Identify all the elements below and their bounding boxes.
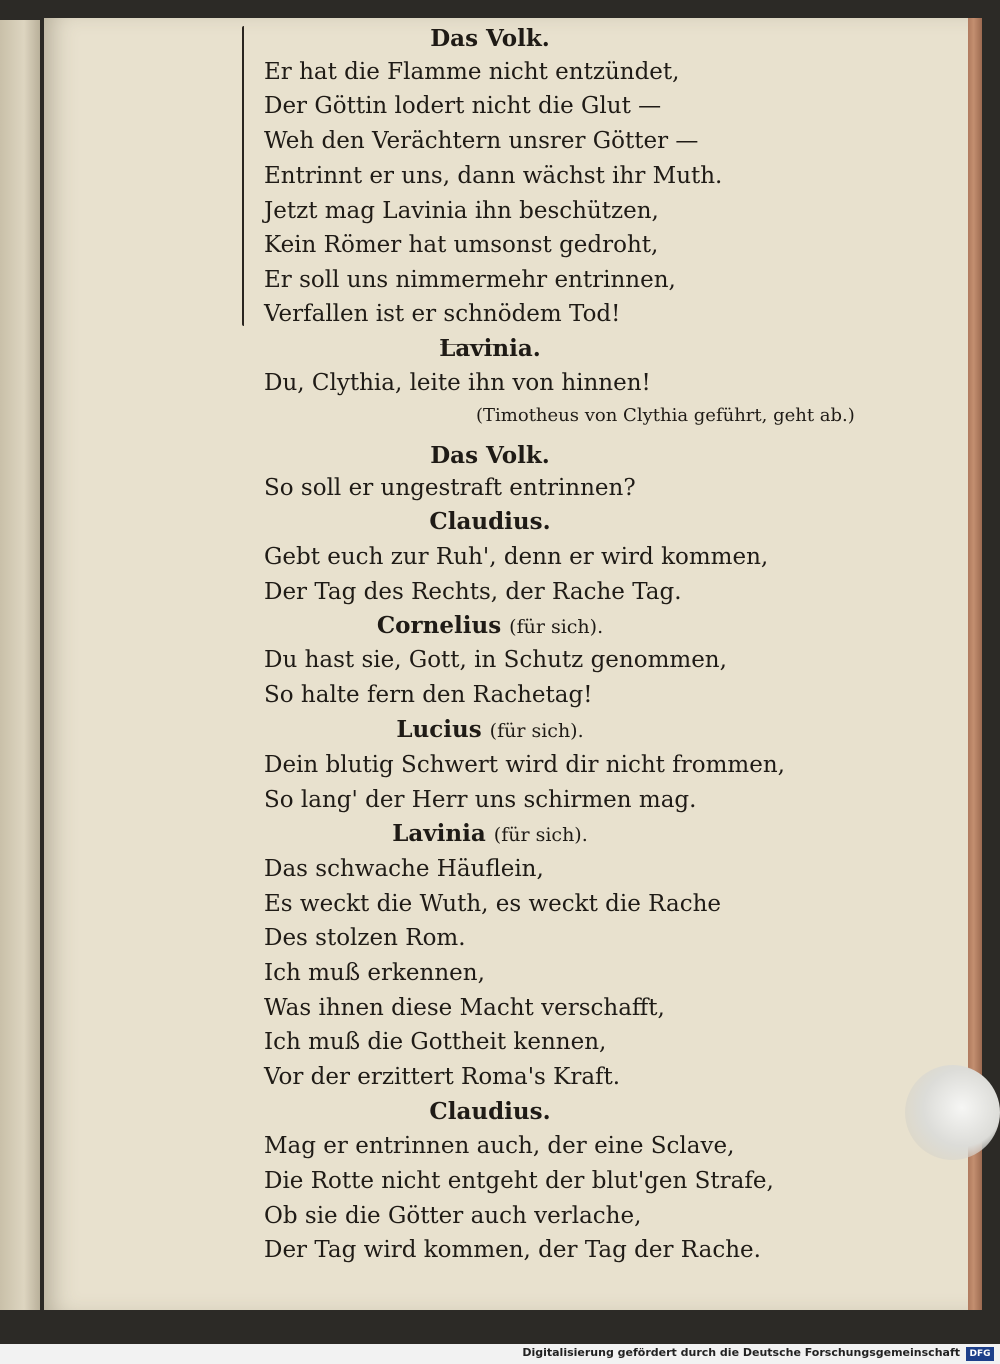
verse-line: Es weckt die Wuth, es weckt die Rache <box>264 891 722 917</box>
verse-line: Er hat die Flamme nicht entzündet, <box>264 59 680 85</box>
chorus-bracket <box>242 26 256 326</box>
verse-line: Ich muß erkennen, <box>264 960 485 986</box>
speaker-label: Lavinia. <box>439 335 541 362</box>
verse-line: Er soll uns nimmermehr entrinnen, <box>264 267 676 293</box>
verse-line: Dein blutig Schwert wird dir nicht frommen, <box>264 752 785 778</box>
verse-line: Vor der erzittert Roma's Kraft. <box>264 1064 621 1090</box>
speaker-label: Cornelius <box>376 612 502 639</box>
aside-note: (für sich). <box>493 824 588 846</box>
verse-line: So halte fern den Rachetag! <box>264 682 593 708</box>
verse-line: Du hast sie, Gott, in Schutz genommen, <box>264 647 727 673</box>
speaker-label: Lucius <box>396 716 482 743</box>
speaker-label: Das Volk. <box>430 442 550 469</box>
speaker-name <box>0 24 980 54</box>
verse-line: Des stolzen Rom. <box>264 925 466 951</box>
speaker-label: Claudius. <box>429 1098 551 1125</box>
verse-line: Weh den Verächtern unsrer Götter — <box>264 128 699 154</box>
speaker-name <box>0 441 980 471</box>
verse-line: Das schwache Häuflein, <box>264 856 544 882</box>
speaker-name <box>0 715 980 746</box>
speaker-label: Claudius. <box>429 508 551 535</box>
verse-line: Der Tag wird kommen, der Tag der Rache. <box>264 1237 761 1263</box>
speaker-name <box>0 611 980 642</box>
speaker-label: Lavinia <box>392 820 486 847</box>
verse-line: Gebt euch zur Ruh', denn er wird kommen, <box>264 544 769 570</box>
speaker-label: Das Volk. <box>430 25 550 52</box>
verse-line: Ob sie die Götter auch verlache, <box>264 1203 642 1229</box>
aside-note: (für sich). <box>509 616 604 638</box>
verse-line: Du, Clythia, leite ihn von hinnen! <box>264 370 651 396</box>
aside-note: (für sich). <box>489 720 584 742</box>
dfg-logo: DFG <box>966 1347 994 1361</box>
funding-credit: Digitalisierung gefördert durch die Deutsche Forschungsgemeinschaft <box>522 1346 960 1359</box>
speaker-name <box>0 1097 980 1127</box>
verse-line: Jetzt mag Lavinia ihn beschützen, <box>264 198 659 224</box>
verse-line: So lang' der Herr uns schirmen mag. <box>264 787 697 813</box>
verse-line: Mag er entrinnen auch, der eine Sclave, <box>264 1133 735 1159</box>
footer-bar <box>0 1344 1000 1364</box>
verse-line: Der Göttin lodert nicht die Glut — <box>264 93 662 119</box>
speaker-name <box>0 334 980 364</box>
verse-line: So soll er ungestraft entrinnen? <box>264 475 636 501</box>
verse-line: Verfallen ist er schnödem Tod! <box>264 301 621 327</box>
stage-direction: (Timotheus von Clythia geführt, geht ab.) <box>476 405 855 426</box>
speaker-name <box>0 507 980 537</box>
scan-glare <box>905 1065 1000 1160</box>
verse-line: Ich muß die Gottheit kennen, <box>264 1029 607 1055</box>
verse-line: Der Tag des Rechts, der Rache Tag. <box>264 579 682 605</box>
verse-line: Entrinnt er uns, dann wächst ihr Muth. <box>264 163 723 189</box>
verse-line: Kein Römer hat umsonst gedroht, <box>264 232 659 258</box>
verse-line: Was ihnen diese Macht verschafft, <box>264 995 665 1021</box>
verse-line: Die Rotte nicht entgeht der blut'gen Strafe, <box>264 1168 774 1194</box>
speaker-name <box>0 819 980 850</box>
